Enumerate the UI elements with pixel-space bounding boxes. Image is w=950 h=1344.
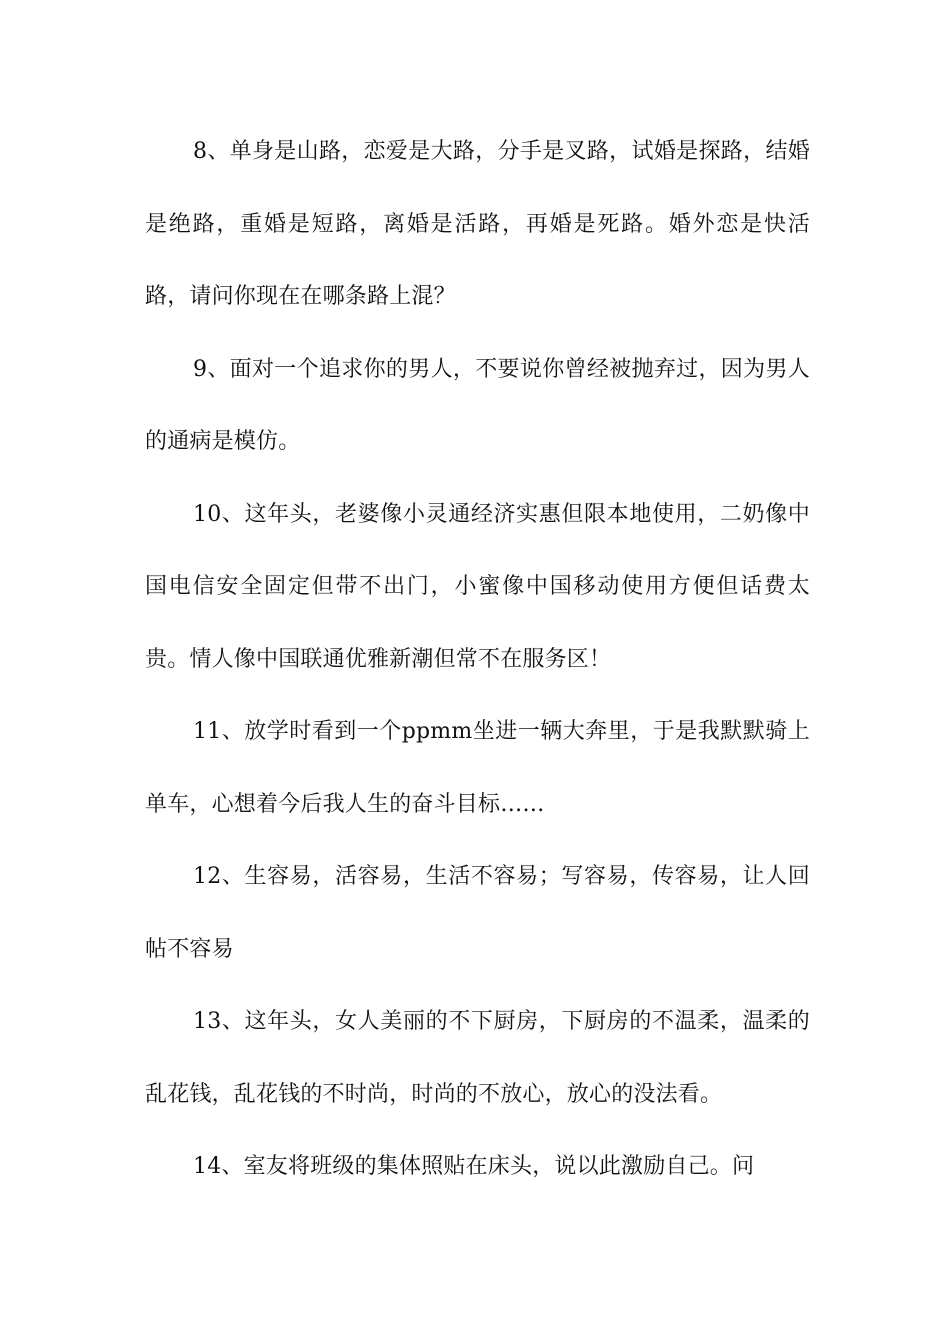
paragraph-14: 14、室友将班级的集体照贴在床头，说以此激励自己。问 xyxy=(193,1154,755,1179)
paragraph-13: 13、这年头，女人美丽的不下厨房，下厨房的不温柔，温柔的乱花钱，乱花钱的不时尚，时尚的不放心，放心的没法看。 xyxy=(145,1009,810,1107)
paragraph-10: 10、这年头，老婆像小灵通经济实惠但限本地使用，二奶像中国电信安全固定但带不出门，小蜜像中国移动使用方便但话费太贵。情人像中国联通优雅新潮但常不在服务区！ xyxy=(145,501,810,672)
paragraph-9: 9、面对一个追求你的男人，不要说你曾经被抛弃过，因为男人的通病是模仿。 xyxy=(145,356,810,454)
paragraph-12: 12、生容易，活容易，生活不容易；写容易，传容易，让人回帖不容易 xyxy=(145,864,810,962)
paragraph-11: 11、放学时看到一个ppmm坐进一辆大奔里，于是我默默骑上单车，心想着今后我人生的奋斗目标…… xyxy=(145,719,810,817)
paragraph-8: 8、单身是山路，恋爱是大路，分手是叉路，试婚是探路，结婚是绝路，重婚是短路，离婚是活路，再婚是死路。婚外恋是快活路，请问你现在在哪条路上混？ xyxy=(145,139,810,309)
document-page xyxy=(145,116,810,1204)
